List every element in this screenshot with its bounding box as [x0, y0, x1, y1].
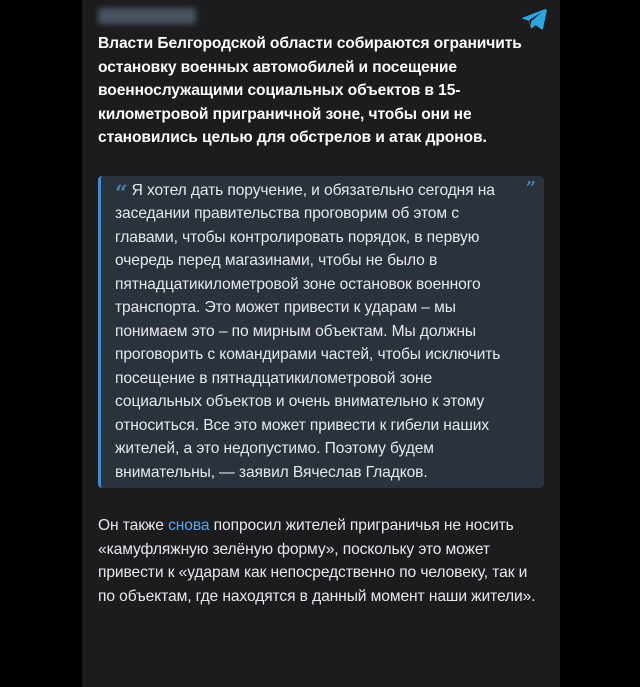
inline-link-snova[interactable]: снова [168, 517, 210, 534]
telegram-post [82, 0, 560, 687]
post-header [98, 6, 544, 32]
quote-paragraph: “ Я хотел дать поручение, и обязательно сегодня на заседании правительства проговорим об этом с главами, чтобы контролировать порядок, в первую очередь перед магазинами, чтобы не было в пятнадцатикилометровой зоне остановок военного транспорта. Это может привести к ударам – мы понимаем это – по мирным объектам. Мы должны проговорить с командирами частей, чтобы исключить посещение в пятнадцатикилометровой зоне социальных объектов и очень внимательно к этому относиться. Все это может привести к гибели наших жителей, а это недопустимо. Поэтому будем внимательны, — заявил Вячеслав Гладков. [115, 180, 501, 481]
body-text-end: попросил жителей приграничья не носить «камуфляжную зелёную форму», поскольку это может привести к «ударам как непосредственно по человеку, так и по объектам, где находятся в данный момент наши жители». [98, 517, 536, 605]
quote-block [98, 176, 544, 489]
quote-close-icon: ” [525, 177, 536, 199]
post-body-text [98, 514, 544, 608]
post-lead-text: Власти Белгородской области собираются ограничить остановку военных автомобилей и посещение военнослужащими социальных объектов в 15-километровой приграничной зоне, чтобы они не становились целью для обстрелов и атак дронов. [98, 35, 522, 146]
telegram-icon[interactable] [520, 5, 548, 33]
quote-text: Я хотел дать поручение, и обязательно сегодня на заседании правительства проговорим об этом с главами, чтобы контролировать порядок, в первую очередь перед магазинами, чтобы не было в пятнадцатикилометровой зоне остановок военного транспорта. Это может привести к ударам – мы понимаем это – по мирным объектам. Мы должны проговорить с командирами частей, чтобы исключить посещение в пятнадцатикилометровой зоне социальных объектов и очень внимательно к этому относиться. Все это может привести к гибели наших жителей, а это недопустимо. Поэтому будем внимательны, — заявил Вячеслав Гладков. [115, 181, 501, 481]
channel-name-blurred[interactable] [98, 8, 196, 24]
body-text-start: Он также [98, 517, 169, 534]
